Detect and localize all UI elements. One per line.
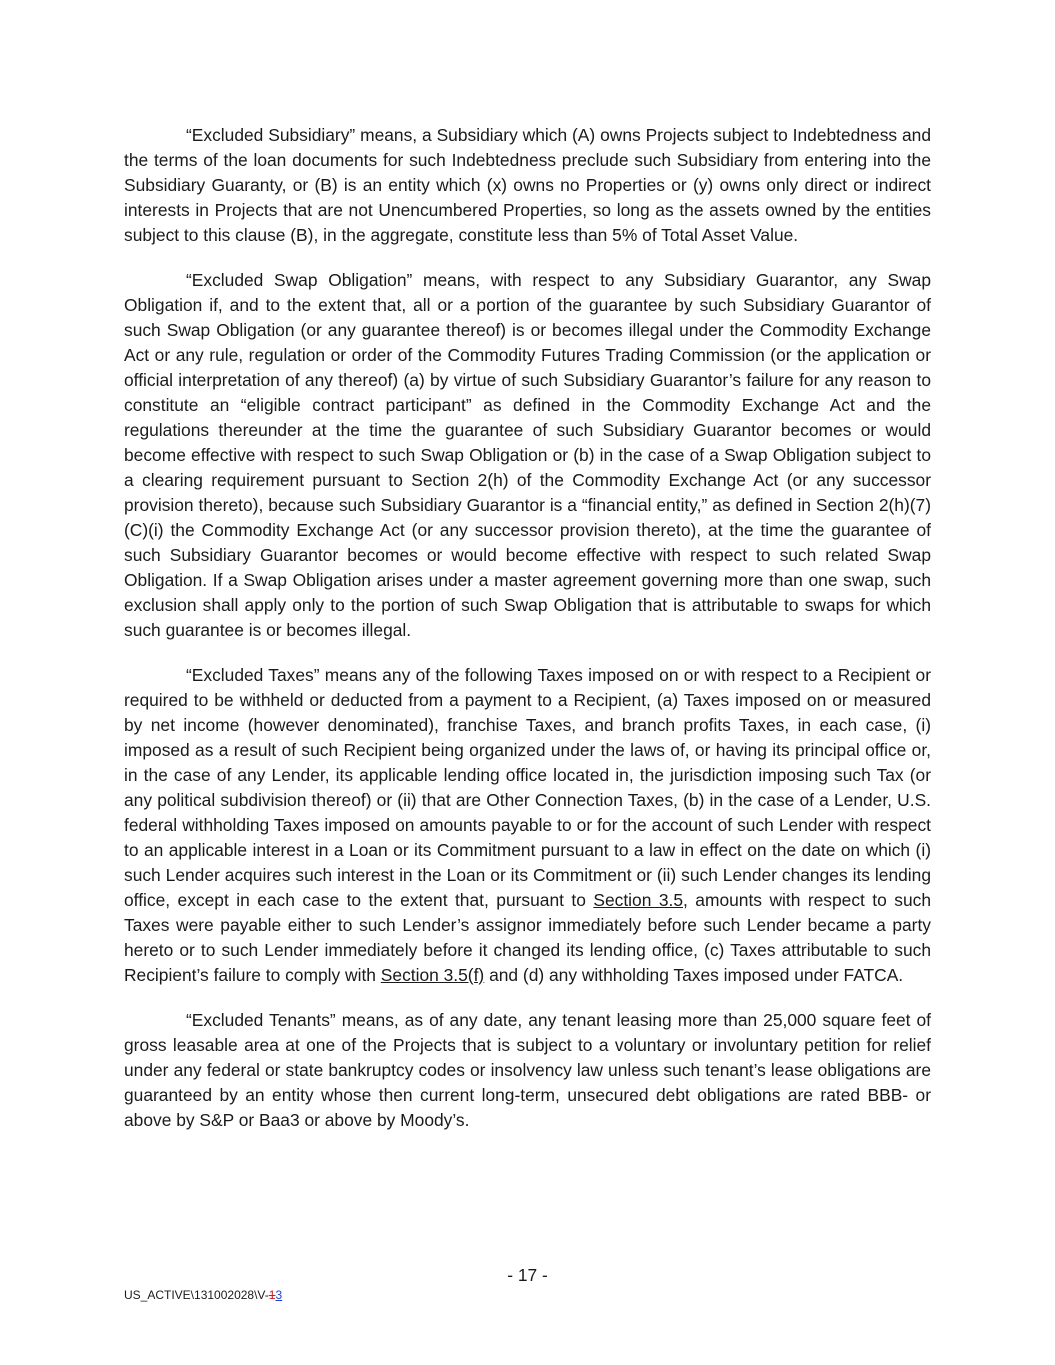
excluded-taxes-text-1: “Excluded Taxes” means any of the following Taxes imposed on or with respect to a Recipient or required to be withheld or deducted from a payment to a Recipient, (a) Taxes imposed on or measured by net income (however denominated), franchise Taxes, and branch profits Taxes, in each case, (i) imposed as a result of such Recipient being organized under the laws of, or having its principal office or, in the case of any Lender, its applicable lending office located in, the jurisdiction imposing such Tax (or any political subdivision thereof) or (ii) that are Other Connection Taxes, (b) in the case of a Lender, U.S. federal withholding Taxes imposed on amounts payable to or for the account of such Lender with respect to an applicable interest in a Loan or its Commitment pursuant to a law in effect on the date on which (i) such Lender acquires such interest in the Loan or its Commitment or (ii) such Lender changes its lending office, except in each case to the extent that, pursuant to [124, 665, 931, 910]
definition-excluded-tenants: “Excluded Tenants” means, as of any date, any tenant leasing more than 25,000 square feet of gross leasable area at one of the Projects that is subject to a voluntary or involuntary petition for relief under any federal or state bankruptcy codes or insolvency law unless such tenant’s lease obligations are guaranteed by an entity whose then current long-term, unsecured debt obligations are rated BBB- or above by S&P or Baa3 or above by Moody’s. [124, 1010, 931, 1130]
document-id-footer [124, 1287, 282, 1303]
page-number: - 17 - [507, 1265, 548, 1285]
excluded-taxes-text-2: , amounts with respect to such Taxes were payable either to such Lender’s assignor immediately before such Lender became a party hereto or to such Lender immediately before it changed its lending office, (c) Taxes attributable to such Recipient’s failure to comply with [124, 890, 931, 985]
document-body [124, 123, 931, 1153]
deleted-version-number: 1 [268, 1288, 276, 1302]
definition-excluded-subsidiary: “Excluded Subsidiary” means, a Subsidiary which (A) owns Projects subject to Indebtedness and the terms of the loan documents for such Indebtedness preclude such Subsidiary from entering into the Subsidiary Guaranty, or (B) is an entity which (x) owns no Properties or (y) owns only direct or indirect interests in Projects that are not Unencumbered Properties, so long as the assets owned by the entities subject to this clause (B), in the aggregate, constitute less than 5% of Total Asset Value. [124, 125, 931, 245]
excluded-taxes-text-3: and (d) any withholding Taxes imposed under FATCA. [484, 965, 904, 985]
definition-excluded-taxes [124, 663, 931, 988]
section-3-5-f-reference: Section 3.5(f) [380, 965, 485, 985]
section-3-5-reference: Section 3.5 [593, 890, 683, 910]
inserted-version-number: 3 [275, 1288, 283, 1302]
doc-id-prefix: US_ACTIVE\131002028\V- [124, 1288, 269, 1302]
definition-excluded-swap-obligation: “Excluded Swap Obligation” means, with respect to any Subsidiary Guarantor, any Swap Obligation if, and to the extent that, all or a portion of the guarantee by such Subsidiary Guarantor of such Swap Obligation (or any guarantee thereof) is or becomes illegal under the Commodity Exchange Act or any rule, regulation or order of the Commodity Futures Trading Commission (or the application or official interpretation of any thereof) (a) by virtue of such Subsidiary Guarantor’s failure for any reason to constitute an “eligible contract participant” as defined in the Commodity Exchange Act and the regulations thereunder at the time the guarantee of such Subsidiary Guarantor becomes or would become effective with respect to such Swap Obligation or (b) in the case of a Swap Obligation subject to a clearing requirement pursuant to Section 2(h) of the Commodity Exchange Act (or any successor provision thereto), because such Subsidiary Guarantor is a “financial entity,” as defined in Section 2(h)(7)(C)(i) the Commodity Exchange Act (or any successor provision thereto), at the time the guarantee of such Subsidiary Guarantor becomes or would become effective with respect to such related Swap Obligation. If a Swap Obligation arises under a master agreement governing more than one swap, such exclusion shall apply only to the portion of such Swap Obligation that is attributable to swaps for which such guarantee is or becomes illegal. [124, 270, 931, 640]
